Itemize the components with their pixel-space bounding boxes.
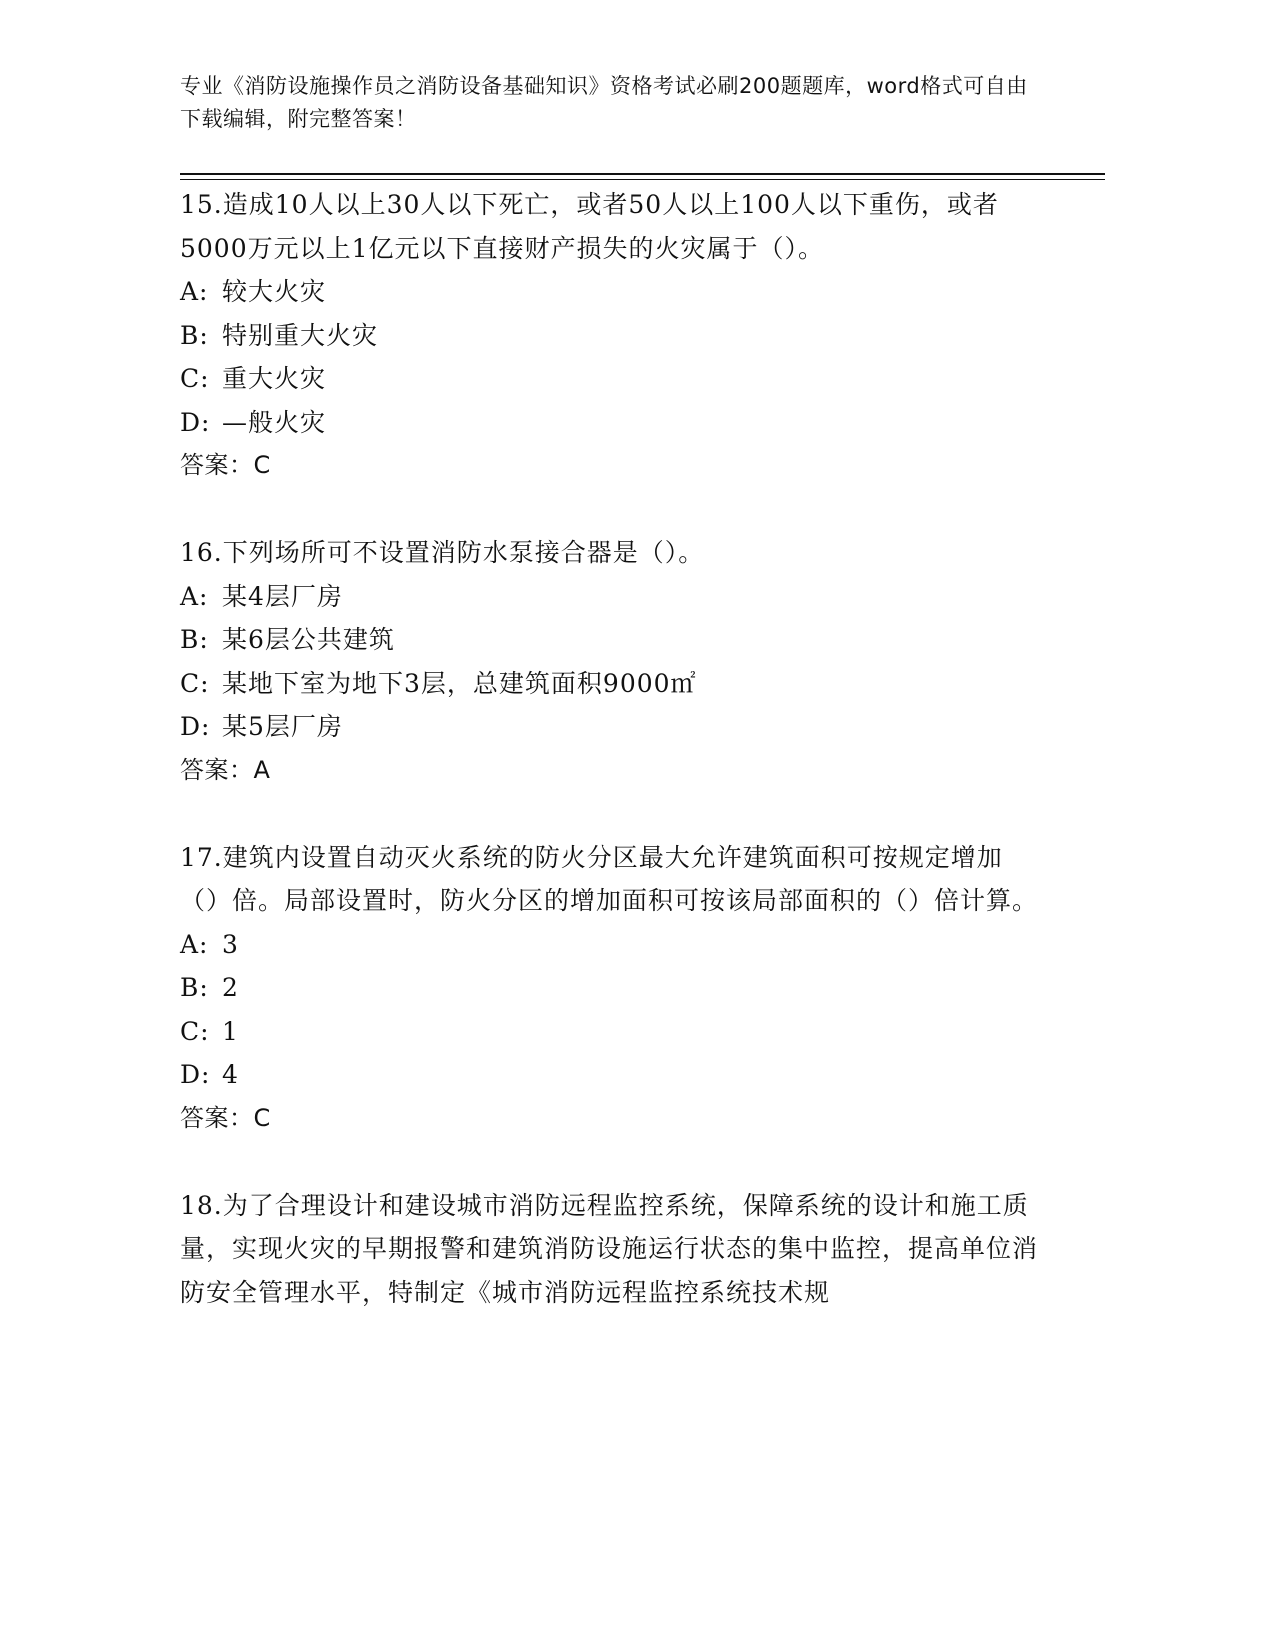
answer-line: 答案：C — [180, 1103, 271, 1132]
option-a — [180, 270, 1040, 314]
option-d — [180, 1053, 1040, 1097]
option-text: 4 — [222, 1060, 239, 1089]
option-letter: D: — [180, 1060, 211, 1089]
question-text: 17.建筑内设置自动灭火系统的防火分区最大允许建筑面积可按规定增加（）倍。局部设置时，防火分区的增加面积可按该局部面积的（）倍计算。 — [180, 842, 1039, 915]
option-b — [180, 618, 1040, 662]
option-text: 某4层厂房 — [222, 581, 343, 611]
option-letter: A: — [180, 581, 209, 611]
question-text: 15.造成10人以上30人以下死亡，或者50人以上100人以下重伤，或者5000万元以上1亿元以下直接财产损失的火灾属于（）。 — [180, 190, 999, 263]
option-letter: B: — [180, 320, 209, 350]
option-letter: C: — [180, 1016, 210, 1046]
option-c — [180, 357, 1040, 401]
option-text: 特别重大火灾 — [222, 320, 379, 350]
option-c — [180, 1010, 1040, 1054]
document-header: 专业《消防设施操作员之消防设备基础知识》资格考试必刷200题题库，word格式可自由下载编辑，附完整答案！ — [180, 74, 1028, 131]
option-c — [180, 662, 1040, 706]
option-letter: D: — [180, 407, 211, 437]
question-18 — [180, 1184, 1040, 1315]
question-text: 16.下列场所可不设置消防水泵接合器是（）。 — [180, 538, 705, 567]
option-text: —般火灾 — [222, 407, 327, 437]
option-d — [180, 705, 1040, 749]
option-a — [180, 923, 1040, 967]
option-letter: A: — [180, 277, 209, 306]
option-b — [180, 314, 1040, 358]
option-list — [180, 575, 1040, 749]
question-text: 18.为了合理设计和建设城市消防远程监控系统，保障系统的设计和施工质量，实现火灾的早期报警和建筑消防设施运行状态的集中监控，提高单位消防安全管理水平，特制定《城市消防远程监控系统技术规 — [180, 1190, 1039, 1307]
question-15 — [180, 183, 1040, 488]
answer-line: 答案：A — [180, 755, 271, 784]
option-letter: C: — [180, 364, 210, 393]
header-rule-thin — [180, 179, 1105, 180]
question-16 — [180, 531, 1040, 792]
option-list — [180, 923, 1040, 1097]
option-letter: C: — [180, 668, 210, 698]
option-text: 重大火灾 — [222, 364, 327, 393]
option-text: 某6层公共建筑 — [222, 625, 395, 654]
option-text: 某5层厂房 — [222, 712, 343, 741]
option-text: 某地下室为地下3层，总建筑面积9000㎡ — [222, 668, 697, 698]
option-text: 较大火灾 — [222, 277, 327, 306]
option-letter: A: — [180, 929, 209, 959]
header-rule-thick — [180, 173, 1105, 175]
option-d — [180, 401, 1040, 445]
option-letter: B: — [180, 973, 209, 1002]
option-letter: D: — [180, 712, 211, 741]
option-text: 1 — [222, 1016, 239, 1046]
option-list — [180, 270, 1040, 444]
question-17 — [180, 836, 1040, 1141]
option-b — [180, 966, 1040, 1010]
option-a — [180, 575, 1040, 619]
option-text: 2 — [222, 973, 239, 1002]
option-letter: B: — [180, 625, 209, 654]
question-list — [180, 183, 1040, 1358]
option-text: 3 — [222, 929, 239, 959]
answer-line: 答案：C — [180, 451, 271, 479]
